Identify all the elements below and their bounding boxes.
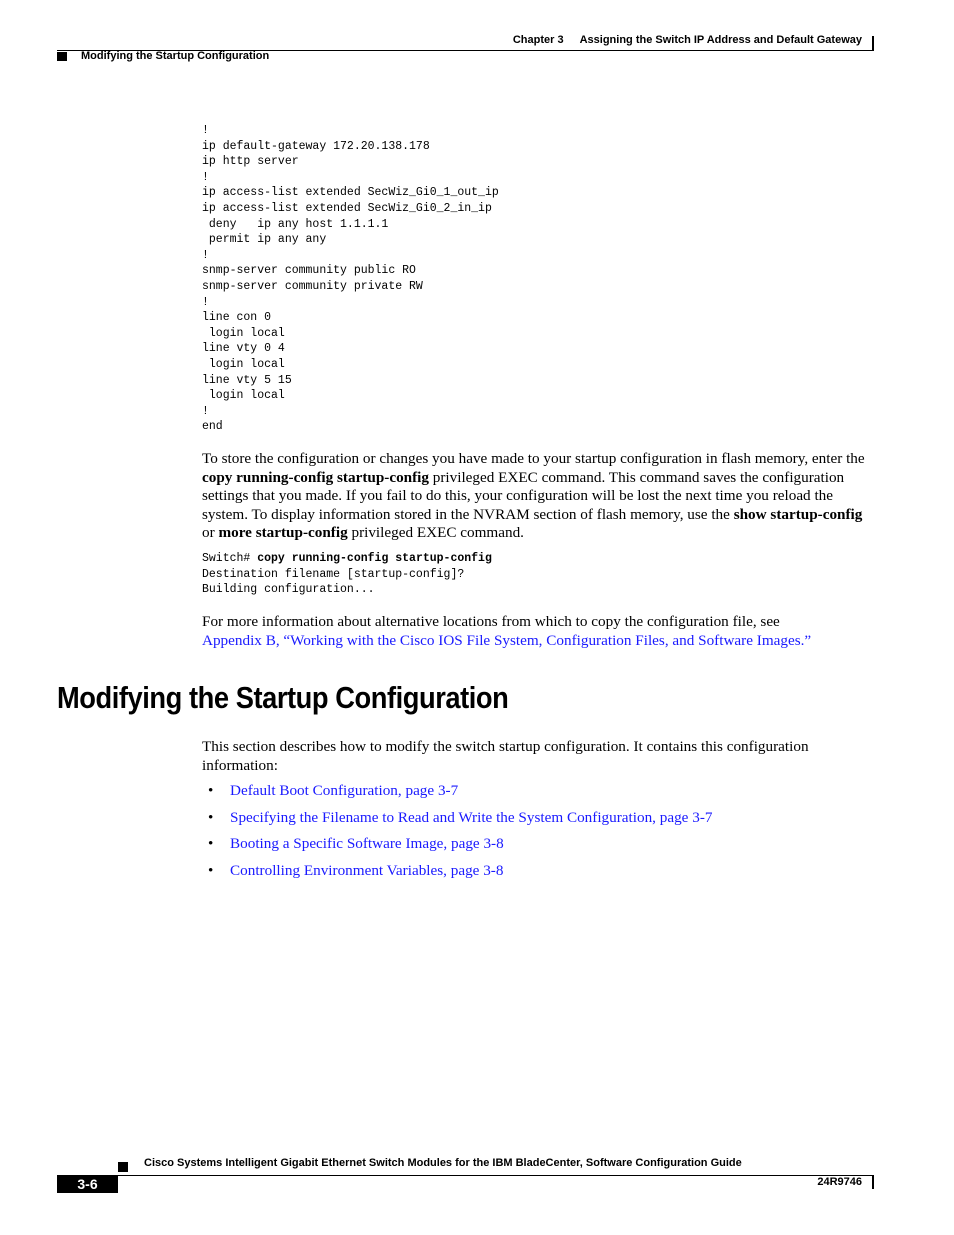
running-header-section: Modifying the Startup Configuration bbox=[81, 50, 270, 62]
footer-rule bbox=[57, 1175, 874, 1176]
text-run: privileged EXEC command. This command saves the configuration settings that you made. If you fail to do this, your configuration will be lost the next time you reload the system. To display information stored in the NVRAM section of flash memory, use the bbox=[202, 468, 845, 523]
bullet-icon: • bbox=[208, 835, 214, 853]
section-heading: Modifying the Startup Configuration bbox=[57, 680, 509, 715]
bullet-icon: • bbox=[208, 861, 214, 879]
text-run: or bbox=[202, 524, 219, 542]
link-environment-variables[interactable]: Controlling Environment Variables, page 3-8 bbox=[230, 861, 504, 879]
store-config-paragraph bbox=[202, 450, 876, 543]
chapter-number: Chapter 3 bbox=[512, 34, 564, 46]
header-marker bbox=[57, 52, 67, 61]
topic-list bbox=[202, 782, 712, 888]
link-default-boot-configuration[interactable]: Default Boot Configuration, page 3-7 bbox=[230, 782, 459, 799]
chapter-title: Assigning the Switch IP Address and Default Gateway bbox=[579, 34, 862, 46]
config-code-block: ! ip default-gateway 172.20.138.178 ip http server ! ip access-list extended SecWiz_Gi0_1_out_ip ip access-list extended SecWiz_Gi0_2_in_ip deny ip any host 1.1.1.1 permit ip any any ! snmp-server community public RO snmp-server community private RW ! line con 0 login local line vty 0 4 login local line vty 5 15 login local ! end bbox=[202, 124, 499, 434]
command-more: more startup-config bbox=[218, 524, 348, 542]
text-run: privileged EXEC command. bbox=[347, 524, 524, 542]
appendix-b-link[interactable]: Appendix B, “Working with the Cisco IOS File System, Configuration Files, and Software Images.” bbox=[202, 631, 812, 649]
command-copy: copy running-config startup-config bbox=[202, 468, 429, 486]
cli-prompt: Switch# bbox=[202, 552, 258, 565]
cli-output: Destination filename [startup-config]? Building configuration... bbox=[202, 567, 465, 597]
command-show: show startup-config bbox=[733, 505, 863, 523]
cli-command: copy running-config startup-config bbox=[257, 552, 492, 565]
header-bar bbox=[872, 36, 874, 50]
more-info-paragraph bbox=[202, 613, 876, 650]
page-number: 3-6 bbox=[57, 1175, 118, 1193]
list-item bbox=[202, 862, 712, 889]
footer-marker bbox=[118, 1162, 128, 1172]
list-item bbox=[202, 782, 712, 809]
list-item bbox=[202, 835, 712, 862]
bullet-icon: • bbox=[208, 782, 214, 799]
running-header-chapter bbox=[513, 34, 862, 46]
footer-bar bbox=[872, 1175, 874, 1189]
document-number: 24R9746 bbox=[817, 1176, 862, 1188]
text-run: To store the configuration or changes you have made to your startup configuration in flash memory, enter the bbox=[202, 450, 865, 467]
section-intro: This section describes how to modify the switch startup configuration. It contains this configuration information: bbox=[202, 738, 809, 774]
footer-book-title: Cisco Systems Intelligent Gigabit Ethernet Switch Modules for the IBM BladeCenter, Software Configuration Guide bbox=[144, 1157, 742, 1169]
list-item bbox=[202, 809, 712, 836]
link-specifying-filename[interactable]: Specifying the Filename to Read and Write the System Configuration, page 3-7 bbox=[230, 808, 713, 826]
bullet-icon: • bbox=[208, 808, 214, 826]
link-booting-software-image[interactable]: Booting a Specific Software Image, page 3-8 bbox=[230, 835, 504, 853]
text-run: For more information about alternative locations from which to copy the configuration file, see bbox=[202, 613, 780, 630]
copy-command-code-block bbox=[202, 551, 492, 598]
